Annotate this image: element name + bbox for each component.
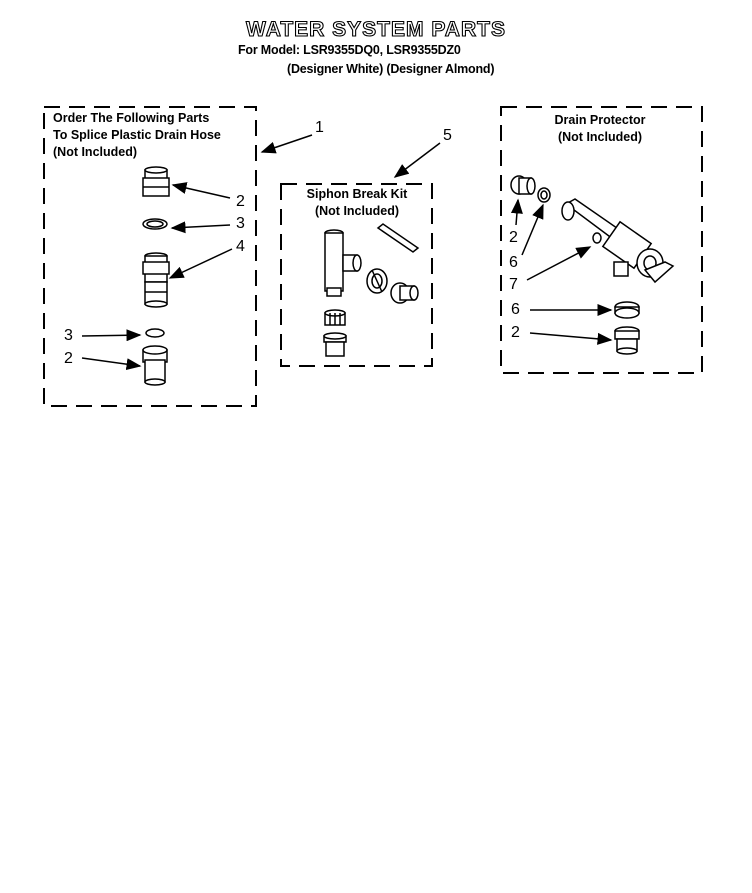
drain-valve-body-part bbox=[562, 199, 673, 282]
callout-3b: 3 bbox=[64, 327, 73, 344]
drain-ring-part bbox=[615, 302, 639, 318]
splice-box-label bbox=[53, 110, 221, 161]
callout-4: 4 bbox=[236, 238, 245, 255]
leader-2b bbox=[82, 358, 140, 366]
drain-cap-part bbox=[511, 176, 535, 194]
callout-5: 5 bbox=[443, 127, 452, 144]
coupling-part bbox=[143, 253, 169, 307]
color-variants: (Designer White) (Designer Almond) bbox=[287, 62, 495, 76]
leader-7 bbox=[527, 247, 590, 280]
siphon-box-line2: (Not Included) bbox=[314, 204, 399, 218]
siphon-tube-part bbox=[378, 224, 418, 252]
leader-2c bbox=[516, 200, 518, 225]
siphon-nut-part bbox=[367, 269, 387, 293]
leader-1 bbox=[262, 135, 312, 152]
siphon-box-line1: Siphon Break Kit bbox=[306, 187, 408, 201]
siphon-cap-part bbox=[324, 333, 346, 356]
clamp-ring-part bbox=[143, 219, 167, 229]
hose-connector-part-lower bbox=[143, 346, 167, 385]
callout-6a: 6 bbox=[509, 254, 518, 271]
leader-5 bbox=[395, 143, 440, 177]
callout-2a: 2 bbox=[236, 193, 245, 210]
clamp-ring-part-lower bbox=[146, 329, 164, 337]
leader-3a bbox=[172, 225, 230, 228]
siphon-tee-part bbox=[325, 230, 361, 296]
drain-nut-part bbox=[538, 188, 550, 202]
hose-connector-part bbox=[143, 167, 169, 196]
callout-6b: 6 bbox=[511, 301, 520, 318]
callout-1: 1 bbox=[315, 119, 324, 136]
siphon-ring-part bbox=[325, 310, 345, 325]
callout-2b: 2 bbox=[64, 350, 73, 367]
drain-box-line1: Drain Protector bbox=[554, 113, 646, 127]
leader-3b bbox=[82, 335, 140, 336]
callout-2d: 2 bbox=[511, 324, 520, 341]
callout-3a: 3 bbox=[236, 215, 245, 232]
drain-box-line2: (Not Included) bbox=[557, 130, 642, 144]
leader-4 bbox=[170, 249, 232, 278]
siphon-box-label bbox=[287, 186, 427, 220]
siphon-adapter-part bbox=[391, 283, 418, 303]
splice-box-line2: To Splice Plastic Drain Hose bbox=[53, 128, 221, 142]
splice-box-line3: (Not Included) bbox=[53, 145, 138, 159]
drain-box-label bbox=[530, 112, 670, 146]
callout-7: 7 bbox=[509, 276, 518, 293]
leader-2a bbox=[173, 185, 230, 198]
leader-6a bbox=[522, 205, 543, 255]
splice-box-line1: Order The Following Parts bbox=[53, 111, 210, 125]
page-title: WATER SYSTEM PARTS bbox=[246, 18, 506, 41]
leader-2d bbox=[530, 333, 611, 340]
callout-2c: 2 bbox=[509, 229, 518, 246]
drain-hose-connector-part bbox=[615, 327, 639, 354]
model-numbers: For Model: LSR9355DQ0, LSR9355DZ0 bbox=[238, 43, 461, 57]
